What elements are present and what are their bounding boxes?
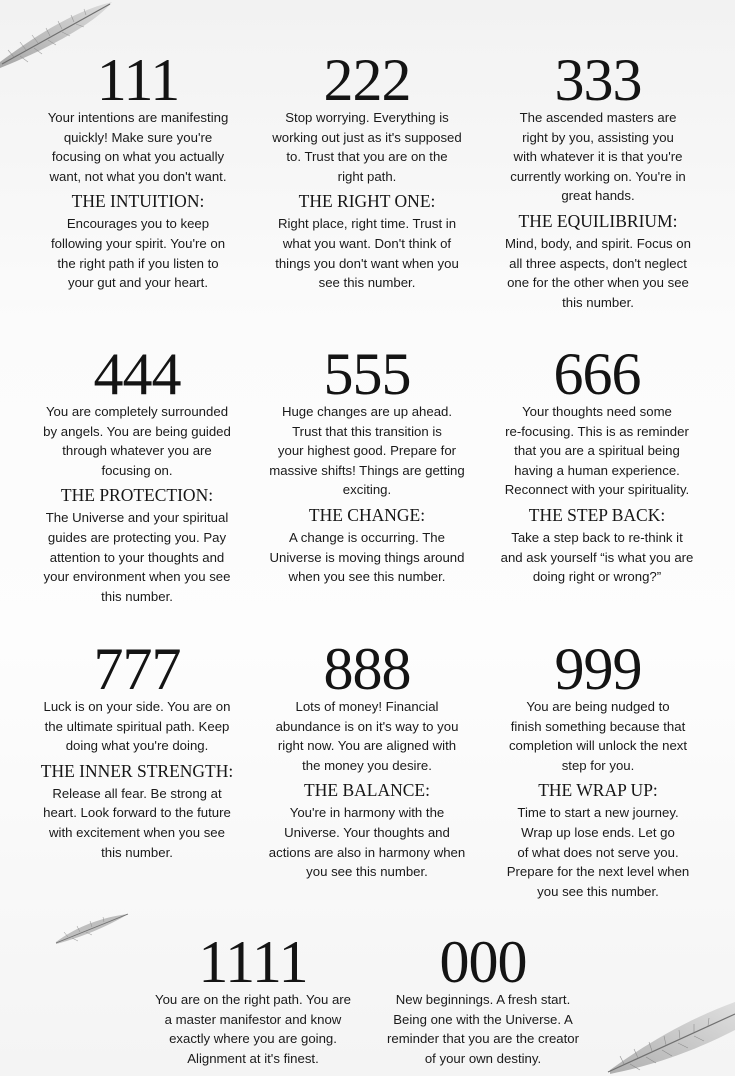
number-description: You are completely surrounded by angels. You are being guided through whatever you are focusing on. <box>43 404 231 478</box>
meaning-heading: THE CHANGE: <box>308 504 426 525</box>
angel-number-card <box>28 47 248 293</box>
angel-number: 222 <box>323 47 411 113</box>
angel-number: 888 <box>323 636 411 702</box>
meaning-heading: THE EQUILIBRIUM: <box>518 210 678 231</box>
number-description: Huge changes are up ahead. Trust that this transition is your highest good. Prepare for massive shifts! Things are getting exciting. <box>269 404 465 498</box>
meaning-heading: THE RIGHT ONE: <box>298 191 436 212</box>
number-description: Your intentions are manifesting quickly! Make sure you're focusing on what you actually want, not what you don't want. <box>47 110 229 184</box>
meaning-heading: THE BALANCE: <box>304 780 430 801</box>
meaning-heading: THE INNER STRENGTH: <box>40 760 234 781</box>
meaning-text: The Universe and your spiritual guides are protecting you. Pay attention to your thoughts and your environment when you see this number. <box>43 510 231 604</box>
meaning-text: Release all fear. Be strong at heart. Look forward to the future with excitement when you see this number. <box>43 785 231 860</box>
angel-number: 555 <box>323 341 411 407</box>
angel-number-card <box>484 341 710 587</box>
angel-number: 1111 <box>198 929 308 995</box>
number-description: Your thoughts need some re-focusing. This is as reminder that you are a spiritual being having a human experience. Reconnect with your spirituality. <box>504 404 690 498</box>
angel-number: 000 <box>439 929 527 995</box>
angel-number-card <box>256 47 478 293</box>
meaning-heading: THE INTUITION: <box>71 191 205 212</box>
angel-number-card <box>487 636 709 901</box>
angel-number: 111 <box>96 47 180 113</box>
feather-icon <box>52 908 132 948</box>
angel-number: 777 <box>93 636 181 702</box>
angel-number: 333 <box>554 47 642 113</box>
meaning-heading: THE PROTECTION: <box>60 485 214 506</box>
number-description: New beginnings. A fresh start. Being one with the Universe. A reminder that you are the creator of your own destiny. <box>386 992 580 1066</box>
number-description: You are being nudged to finish something because that completion will unlock the next step for you. <box>508 699 688 773</box>
angel-number: 999 <box>554 636 642 702</box>
angel-number-card <box>487 47 709 312</box>
angel-number-card <box>24 636 250 862</box>
meaning-text: You're in harmony with the Universe. Your thoughts and actions are also in harmony when you see this number. <box>268 805 466 880</box>
feather-icon <box>600 990 735 1076</box>
number-description: The ascended masters are right by you, assisting you with whatever it is that you're currently working on. You're in great hands. <box>510 110 686 204</box>
angel-number-card <box>25 341 249 606</box>
meaning-text: Encourages you to keep following your spirit. You're on the right path if you listen to your gut and your heart. <box>50 216 226 291</box>
number-description: You are on the right path. You are a master manifestor and know exactly where you are going. Alignment at it's finest. <box>154 992 352 1066</box>
angel-number-card <box>256 636 478 882</box>
meaning-text: Take a step back to re-think it and ask yourself “is what you are doing right or wrong?” <box>500 529 694 585</box>
number-description: Stop worrying. Everything is working out just as it's supposed to. Trust that you are on the right path. <box>272 110 462 184</box>
number-description: Luck is on your side. You are on the ultimate spiritual path. Keep doing what you're doing. <box>43 699 231 754</box>
meaning-text: Mind, body, and spirit. Focus on all three aspects, don't neglect one for the other when you see this number. <box>505 235 691 310</box>
meaning-heading: THE WRAP UP: <box>538 780 658 801</box>
angel-number-card <box>256 341 478 587</box>
meaning-text: Time to start a new journey. Wrap up lose ends. Let go of what does not serve you. Prepare for the next level when you see this number. <box>506 805 690 899</box>
meaning-text: A change is occurring. The Universe is moving things around when you see this number. <box>269 529 465 585</box>
number-description: Lots of money! Financial abundance is on it's way to you right now. You are aligned with the money you desire. <box>275 699 459 773</box>
meaning-heading: THE STEP BACK: <box>528 504 666 525</box>
angel-number-card <box>140 929 366 1068</box>
angel-number-card <box>370 929 596 1068</box>
angel-number: 666 <box>553 341 641 407</box>
meaning-text: Right place, right time. Trust in what you want. Don't think of things you don't want when you see this number. <box>275 216 459 291</box>
angel-number: 444 <box>93 341 181 407</box>
